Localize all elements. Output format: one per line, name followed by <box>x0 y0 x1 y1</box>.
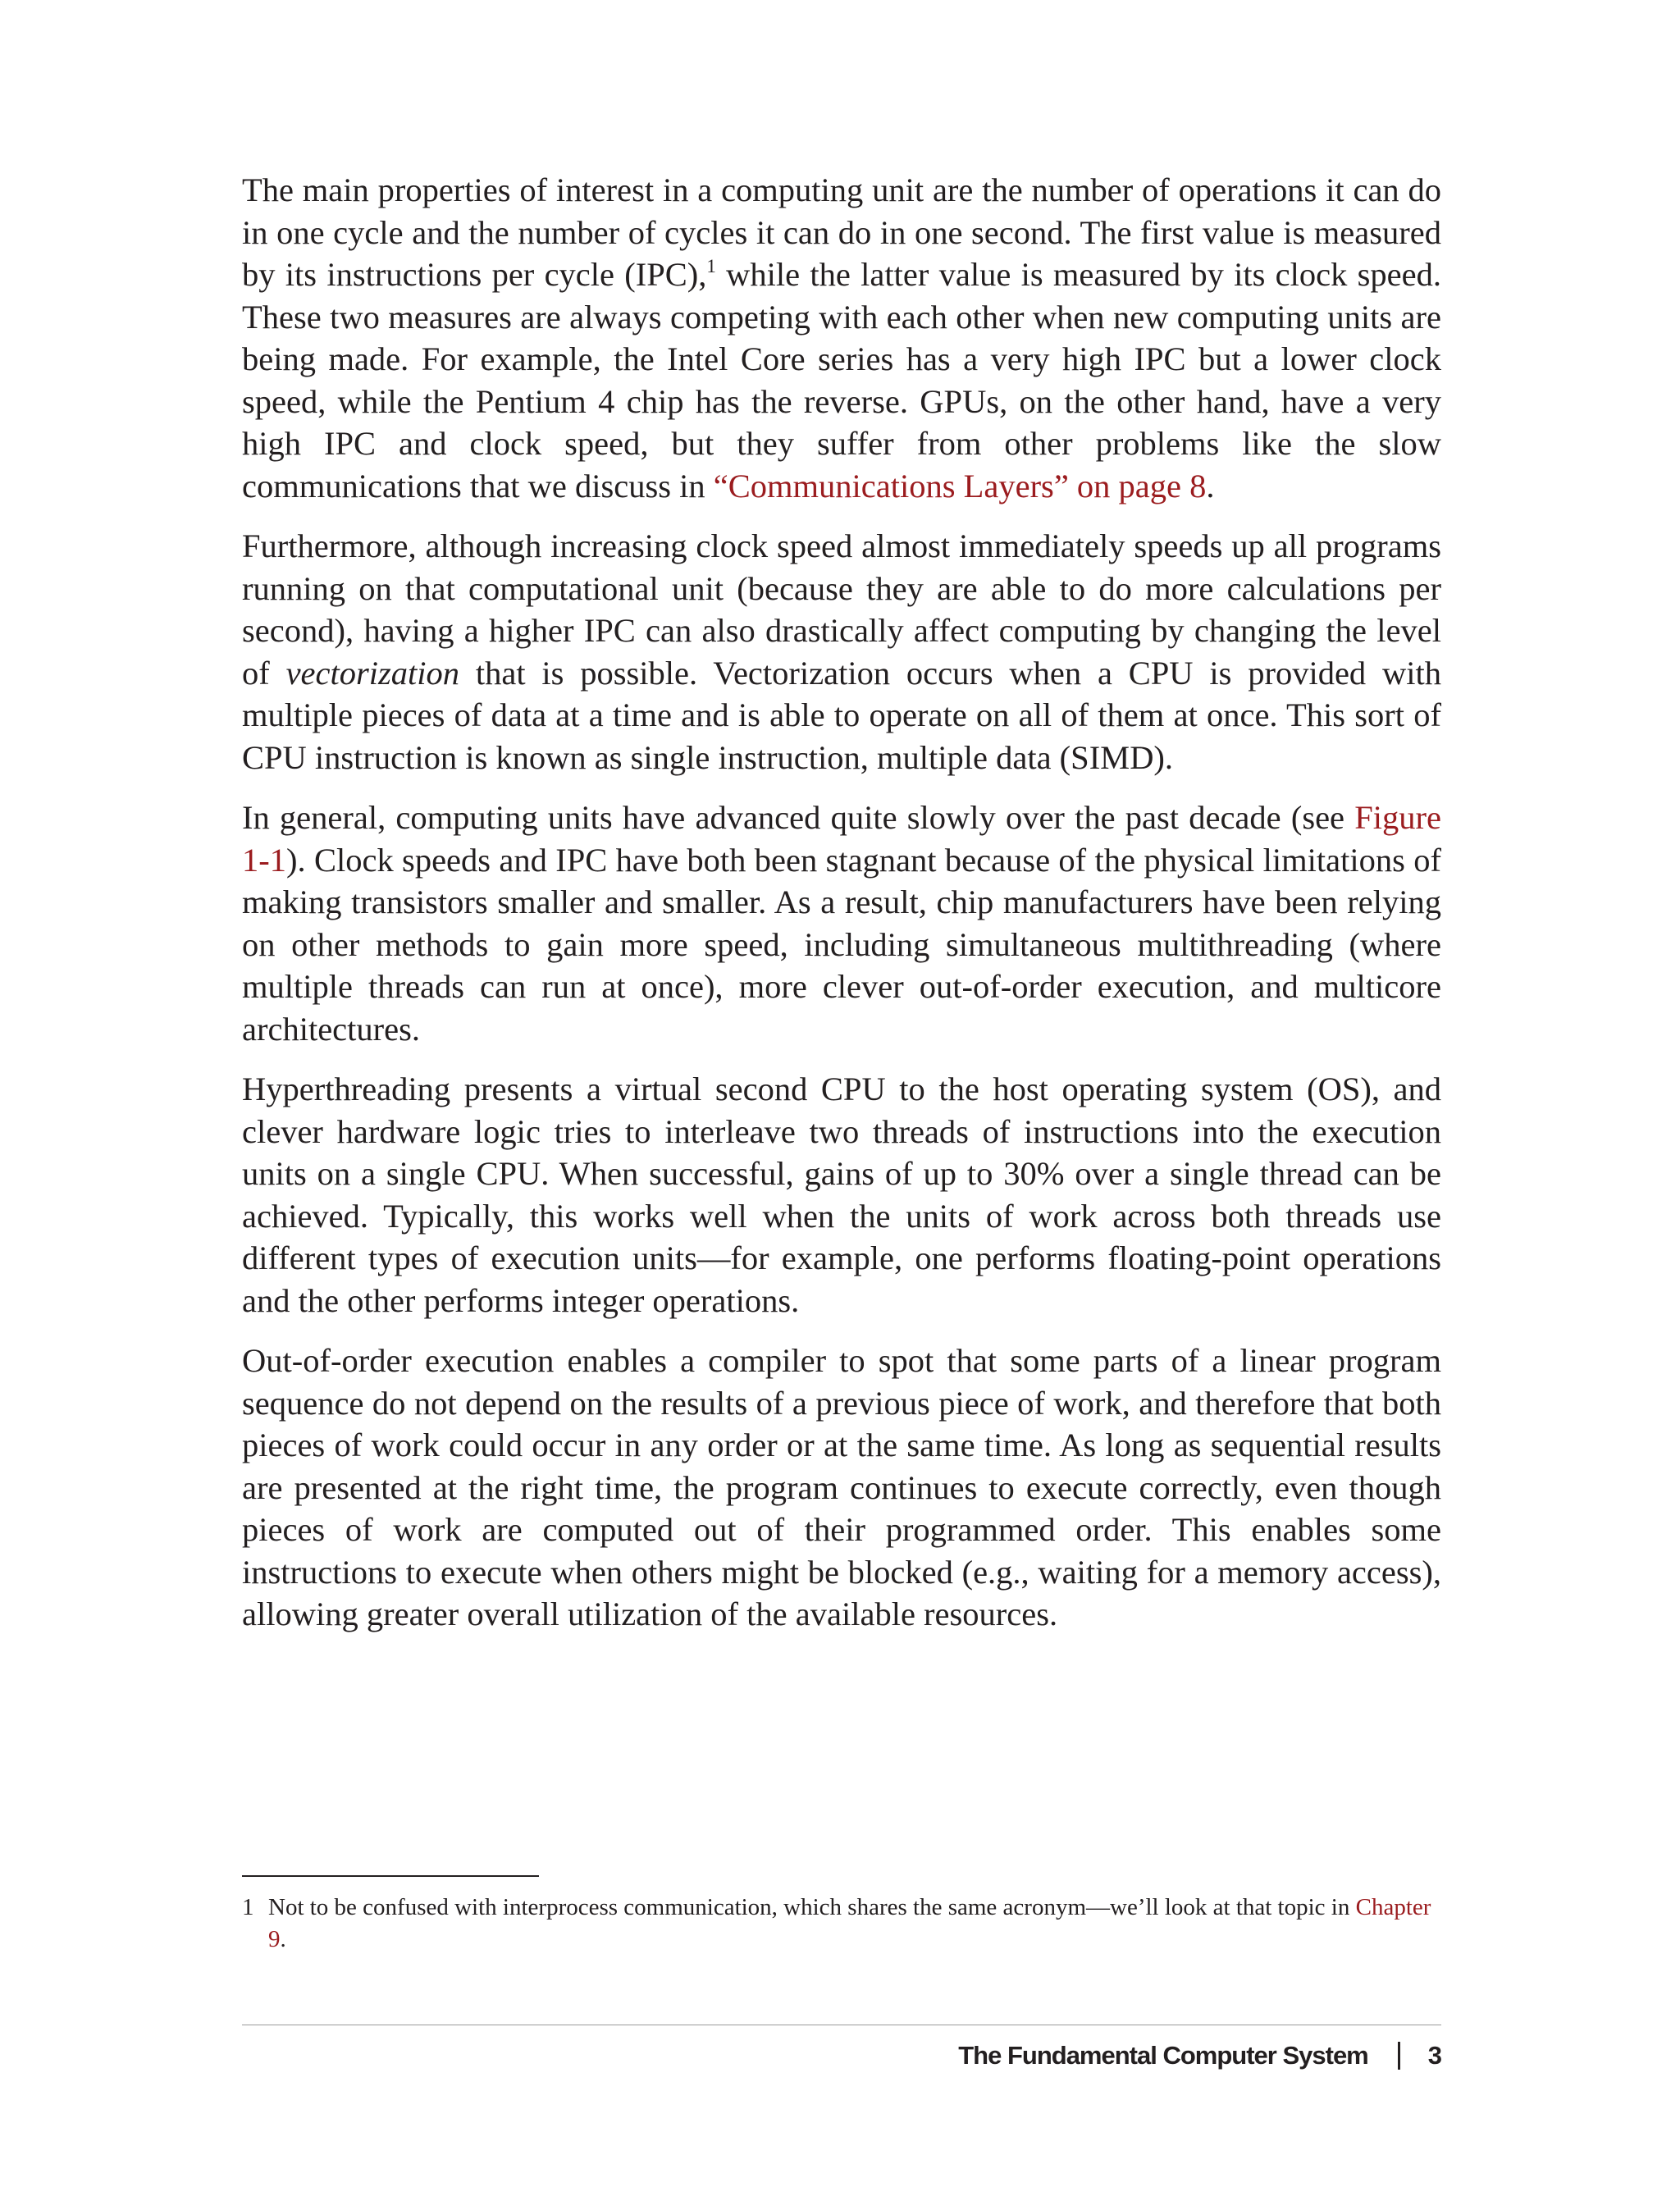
page-footer <box>958 2039 1441 2072</box>
paragraph-text: . <box>1206 467 1215 504</box>
paragraph-text: ). Clock speeds and IPC have both been stagnant because of the physical limitations of making transistors smaller and smaller. As a result, chip manufacturers have been relying on other methods to gain more speed, including simultaneous multithreading (where multiple threads can run at once), more clever out-of-order execution, and multicore architectures. <box>242 841 1441 1048</box>
footer-separator <box>1398 2042 1400 2070</box>
paragraph-text: The main properties of interest in a computing unit are the number of operations it can do in one cycle and the number of cycles it can do in one second. The first value is measured by its instructions per cycle (IPC), <box>242 171 1441 293</box>
paragraph-computing-unit-properties <box>242 169 1441 507</box>
link-communications-layers[interactable]: “Communications Layers” on page 8 <box>713 467 1207 504</box>
paragraph-out-of-order-execution: Out-of-order execution enables a compiler to spot that some parts of a linear program sequence do not depend on the results of a previous piece of work, and therefore that both pieces of work could occur in any order or at the same time. As long as sequential results are presented at the right time, the program continues to execute correctly, even though pieces of work are computed out of their programmed order. This enables some instructions to execute when others might be blocked (e.g., waiting for a memory access), allowing greater overall utilization of the available resources. <box>242 1342 1441 1632</box>
paragraph-text: In general, computing units have advanced quite slowly over the past decade (see <box>242 799 1355 836</box>
paragraph-text: while the latter value is measured by its clock speed. These two measures are always competing with each other when new computing units are being made. For example, the Intel Core series has a very high IPC but a lower clock speed, while the Pentium 4 chip has the reverse. GPUs, on the other hand, have a very high IPC and clock speed, but they suffer from other problems like the slow communications that we discuss in <box>242 256 1441 504</box>
emphasis-vectorization: vectorization <box>285 654 460 692</box>
paragraph-text: Furthermore, although increasing clock speed almost immediately speeds up all programs running on that computational unit (because they are able to do more calculations per second), having a higher IPC can also drastically affect computing by changing the level of <box>242 527 1441 692</box>
paragraph-hyperthreading: Hyperthreading presents a virtual second CPU to the host operating system (OS), and clever hardware logic tries to interleave two threads of instructions into the execution units on a single CPU. When successful, gains of up to 30% over a single thread can be achieved. Typically, this works well when the units of work across both threads use different types of execution units—for example, one performs floating-point operations and the other performs integer operations. <box>242 1071 1441 1319</box>
footnote <box>242 1892 1441 1956</box>
paragraph-text: that is possible. Vectorization occurs when a CPU is provided with multiple pieces of data at a time and is able to operate on all of them at once. This sort of CPU instruction is known as single instruction, multiple data (SIMD). <box>242 654 1441 776</box>
footnote-number: 1 <box>242 1894 254 1920</box>
main-text <box>242 169 1441 1654</box>
footnote-text-part: Not to be confused with interprocess communication, which shares the same acronym—we’ll look at that topic in <box>268 1894 1356 1920</box>
footnote-text <box>268 1892 1441 1956</box>
footer-chapter-title: The Fundamental Computer System <box>958 2041 1368 2070</box>
footnote-text-part: . <box>280 1926 286 1952</box>
link-figure-1-1[interactable]: Figure 1-1 <box>242 799 1441 879</box>
paragraph-clock-speed-vectorization <box>242 525 1441 778</box>
link-chapter-9[interactable]: Chapter 9 <box>268 1894 1431 1952</box>
paragraph-computing-units-advancement <box>242 797 1441 1050</box>
page-number: 3 <box>1427 2041 1441 2070</box>
footnote-divider <box>242 1875 539 1877</box>
footnote-reference[interactable]: 1 <box>706 255 716 276</box>
